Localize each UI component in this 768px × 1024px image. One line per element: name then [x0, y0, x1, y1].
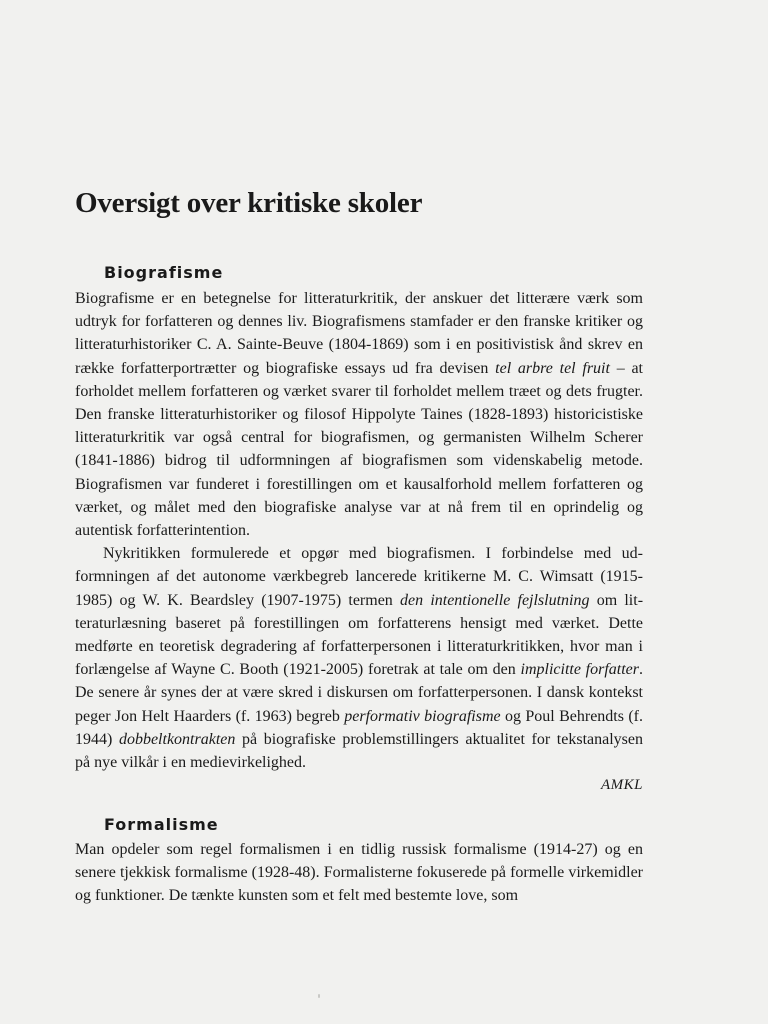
- italic-term: den intentionelle fejlslutning: [400, 591, 590, 609]
- text-run: Nykritikken formulerede et opgør med biografismen. I forbindelse med udformningen af det autonome værkbegreb lancerede kritikerne M. C. Wimsatt (1915-1985) og W. K. Beardsley (1907-1975) termen: [75, 545, 643, 609]
- paragraph-formalisme-1: [75, 838, 643, 908]
- text-run: – at forholdet mellem forfatteren og værket svarer til forholdet mellem træet og dets frugter. Den franske litteraturhistoriker og filosof Hippolyte Taines (1828-1893) historicistiske litteraturkritik var også central for biografismen, og germanisten Wilhelm Scherer (1841-1886) bidrog til udformningen af biografismen som videnskabelig metode. Biografismen var funderet i forestillingen om et kausalforhold mellem forfatteren og værket, og målet med den biografiske analyse var at nå frem til en oprindelig og autentisk forfatterintention.: [75, 359, 643, 540]
- section-formalisme: [75, 814, 643, 908]
- text-run: Man opdeler som regel formalismen i en tidlig russisk formalisme (1914-27) og en senere tjekkisk formalisme (1928-48). Formalisterne fokuserede på formelle virkemidler og funktioner. De tænkte kunsten som et felt med bestemte love, som: [75, 841, 643, 905]
- scan-speck: [318, 994, 320, 998]
- italic-term: tel arbre tel fruit: [495, 359, 610, 377]
- paragraph-biografisme-1: [75, 287, 643, 542]
- text-run: . De senere år synes der at være skred i diskursen om forfatterpersonen. I dansk kontekst peger Jon Helt Haarders (f. 1963) begreb: [75, 661, 644, 725]
- italic-term: dobbeltkontrakten: [118, 730, 236, 748]
- paragraph-biografisme-2: [75, 542, 643, 774]
- section-biografisme: [75, 262, 643, 797]
- text-run: og Poul Behrendts (f. 1944): [75, 707, 644, 748]
- page-title: Oversigt over kritiske skoler: [75, 187, 423, 219]
- author-signature: AMKL: [600, 777, 643, 794]
- italic-term: implicitte forfatter: [520, 661, 640, 679]
- section-heading-formalisme: Formalisme: [104, 815, 219, 834]
- italic-term: performativ biografisme: [344, 707, 501, 725]
- text-run: om litteraturlæsning baseret på forestillingen om forfatterens hensigt med værket. Dette medførte en teoretisk degradering af forfatterpersonen i litteraturkritikken, hvor man i forlængelse af Wayne C. Booth (1921-2005) foretrak at tale om den: [75, 591, 644, 679]
- text-run: Biografisme er en betegnelse for litteraturkritik, der anskuer det litterære værk som udtryk for forfatteren og dennes liv. Biografismens stamfader er den franske kritiker og litteraturhistoriker C. A. Sainte-Beuve (1804-1869) som i en positivistisk ånd skrev en række forfatterportrætter og biografiske essays ud fra devisen: [75, 290, 643, 377]
- section-heading-biografisme: Biografisme: [104, 263, 224, 282]
- text-run: på biografiske problemstillingers aktualitet for tekstanalysen på nye vilkår i en medievirkelighed.: [75, 730, 644, 772]
